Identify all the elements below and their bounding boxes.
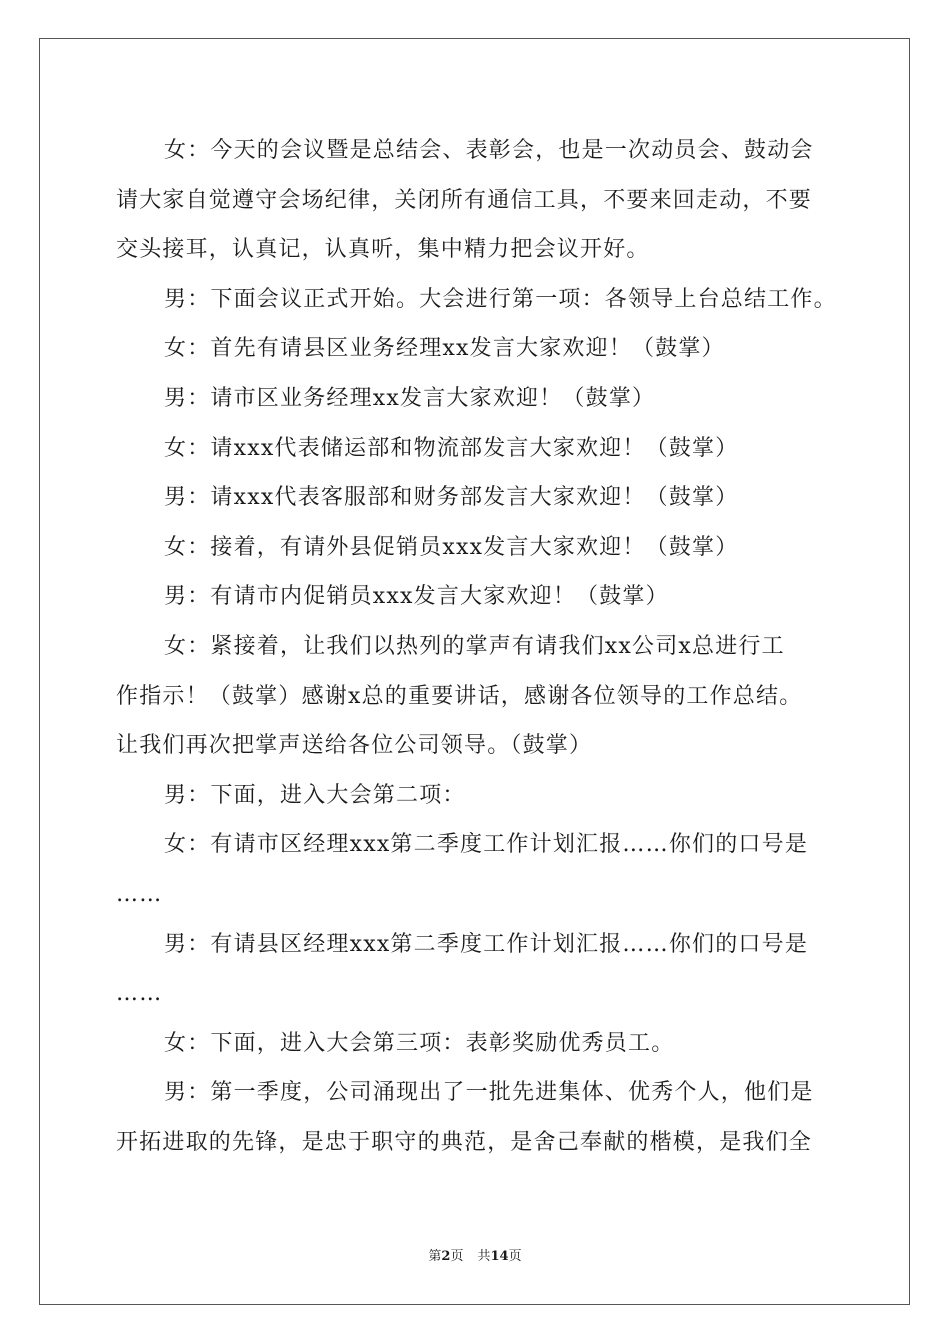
paragraph-line: 男：下面会议正式开始。大会进行第一项：各领导上台总结工作。 <box>164 286 837 312</box>
paragraph-line: 男：请市区业务经理xx发言大家欢迎！（鼓掌） <box>164 385 656 411</box>
paragraph-line: 男：有请县区经理xxx第二季度工作计划汇报……你们的口号是 <box>164 931 809 957</box>
paragraph-line: …… <box>116 881 163 907</box>
page-footer <box>0 1248 950 1266</box>
paragraph-line: 女：首先有请县区业务经理xx发言大家欢迎！（鼓掌） <box>164 336 725 362</box>
total-suffix: 页 <box>508 1249 522 1264</box>
document-body <box>116 126 848 1167</box>
paragraph-line: 交头接耳，认真记，认真听，集中精力把会议开好。 <box>116 237 650 263</box>
paragraph-line: 女：接着，有请外县促销员xxx发言大家欢迎！（鼓掌） <box>164 534 739 560</box>
total-prefix: 共 <box>477 1249 491 1264</box>
paragraph-line: 女：请xxx代表储运部和物流部发言大家欢迎！（鼓掌） <box>164 435 739 461</box>
paragraph-line: 女：今天的会议暨是总结会、表彰会，也是一次动员会、鼓动会 <box>164 138 814 163</box>
page-suffix: 页 <box>450 1249 464 1264</box>
paragraph-line: 女：有请市区经理xxx第二季度工作计划汇报……你们的口号是 <box>164 832 809 858</box>
paragraph-line: 男：有请市内促销员xxx发言大家欢迎！（鼓掌） <box>164 584 669 610</box>
paragraph-line: 作指示！（鼓掌）感谢x总的重要讲话，感谢各位领导的工作总结。 <box>116 683 803 709</box>
page-number: 2 <box>441 1249 451 1264</box>
paragraph-line: 男：下面，进入大会第二项： <box>164 782 466 808</box>
paragraph-line: 女：下面，进入大会第三项：表彰奖励优秀员工。 <box>164 1030 675 1056</box>
paragraph-line: 开拓进取的先锋，是忠于职守的典范，是舍己奉献的楷模，是我们全 <box>116 1129 813 1155</box>
paragraph-line: …… <box>116 981 163 1007</box>
paragraph-line: 让我们再次把掌声送给各位公司领导。（鼓掌） <box>116 733 593 759</box>
total-pages: 14 <box>490 1249 509 1264</box>
paragraph-line: 男：第一季度，公司涌现出了一批先进集体、优秀个人，他们是 <box>164 1080 814 1106</box>
paragraph-line: 女：紧接着，让我们以热列的掌声有请我们xx公司x总进行工 <box>164 633 785 659</box>
paragraph-line: 请大家自觉遵守会场纪律，关闭所有通信工具，不要来回走动，不要 <box>116 187 813 213</box>
page-prefix: 第 <box>428 1249 442 1264</box>
paragraph-line: 男：请xxx代表客服部和财务部发言大家欢迎！（鼓掌） <box>164 485 739 511</box>
